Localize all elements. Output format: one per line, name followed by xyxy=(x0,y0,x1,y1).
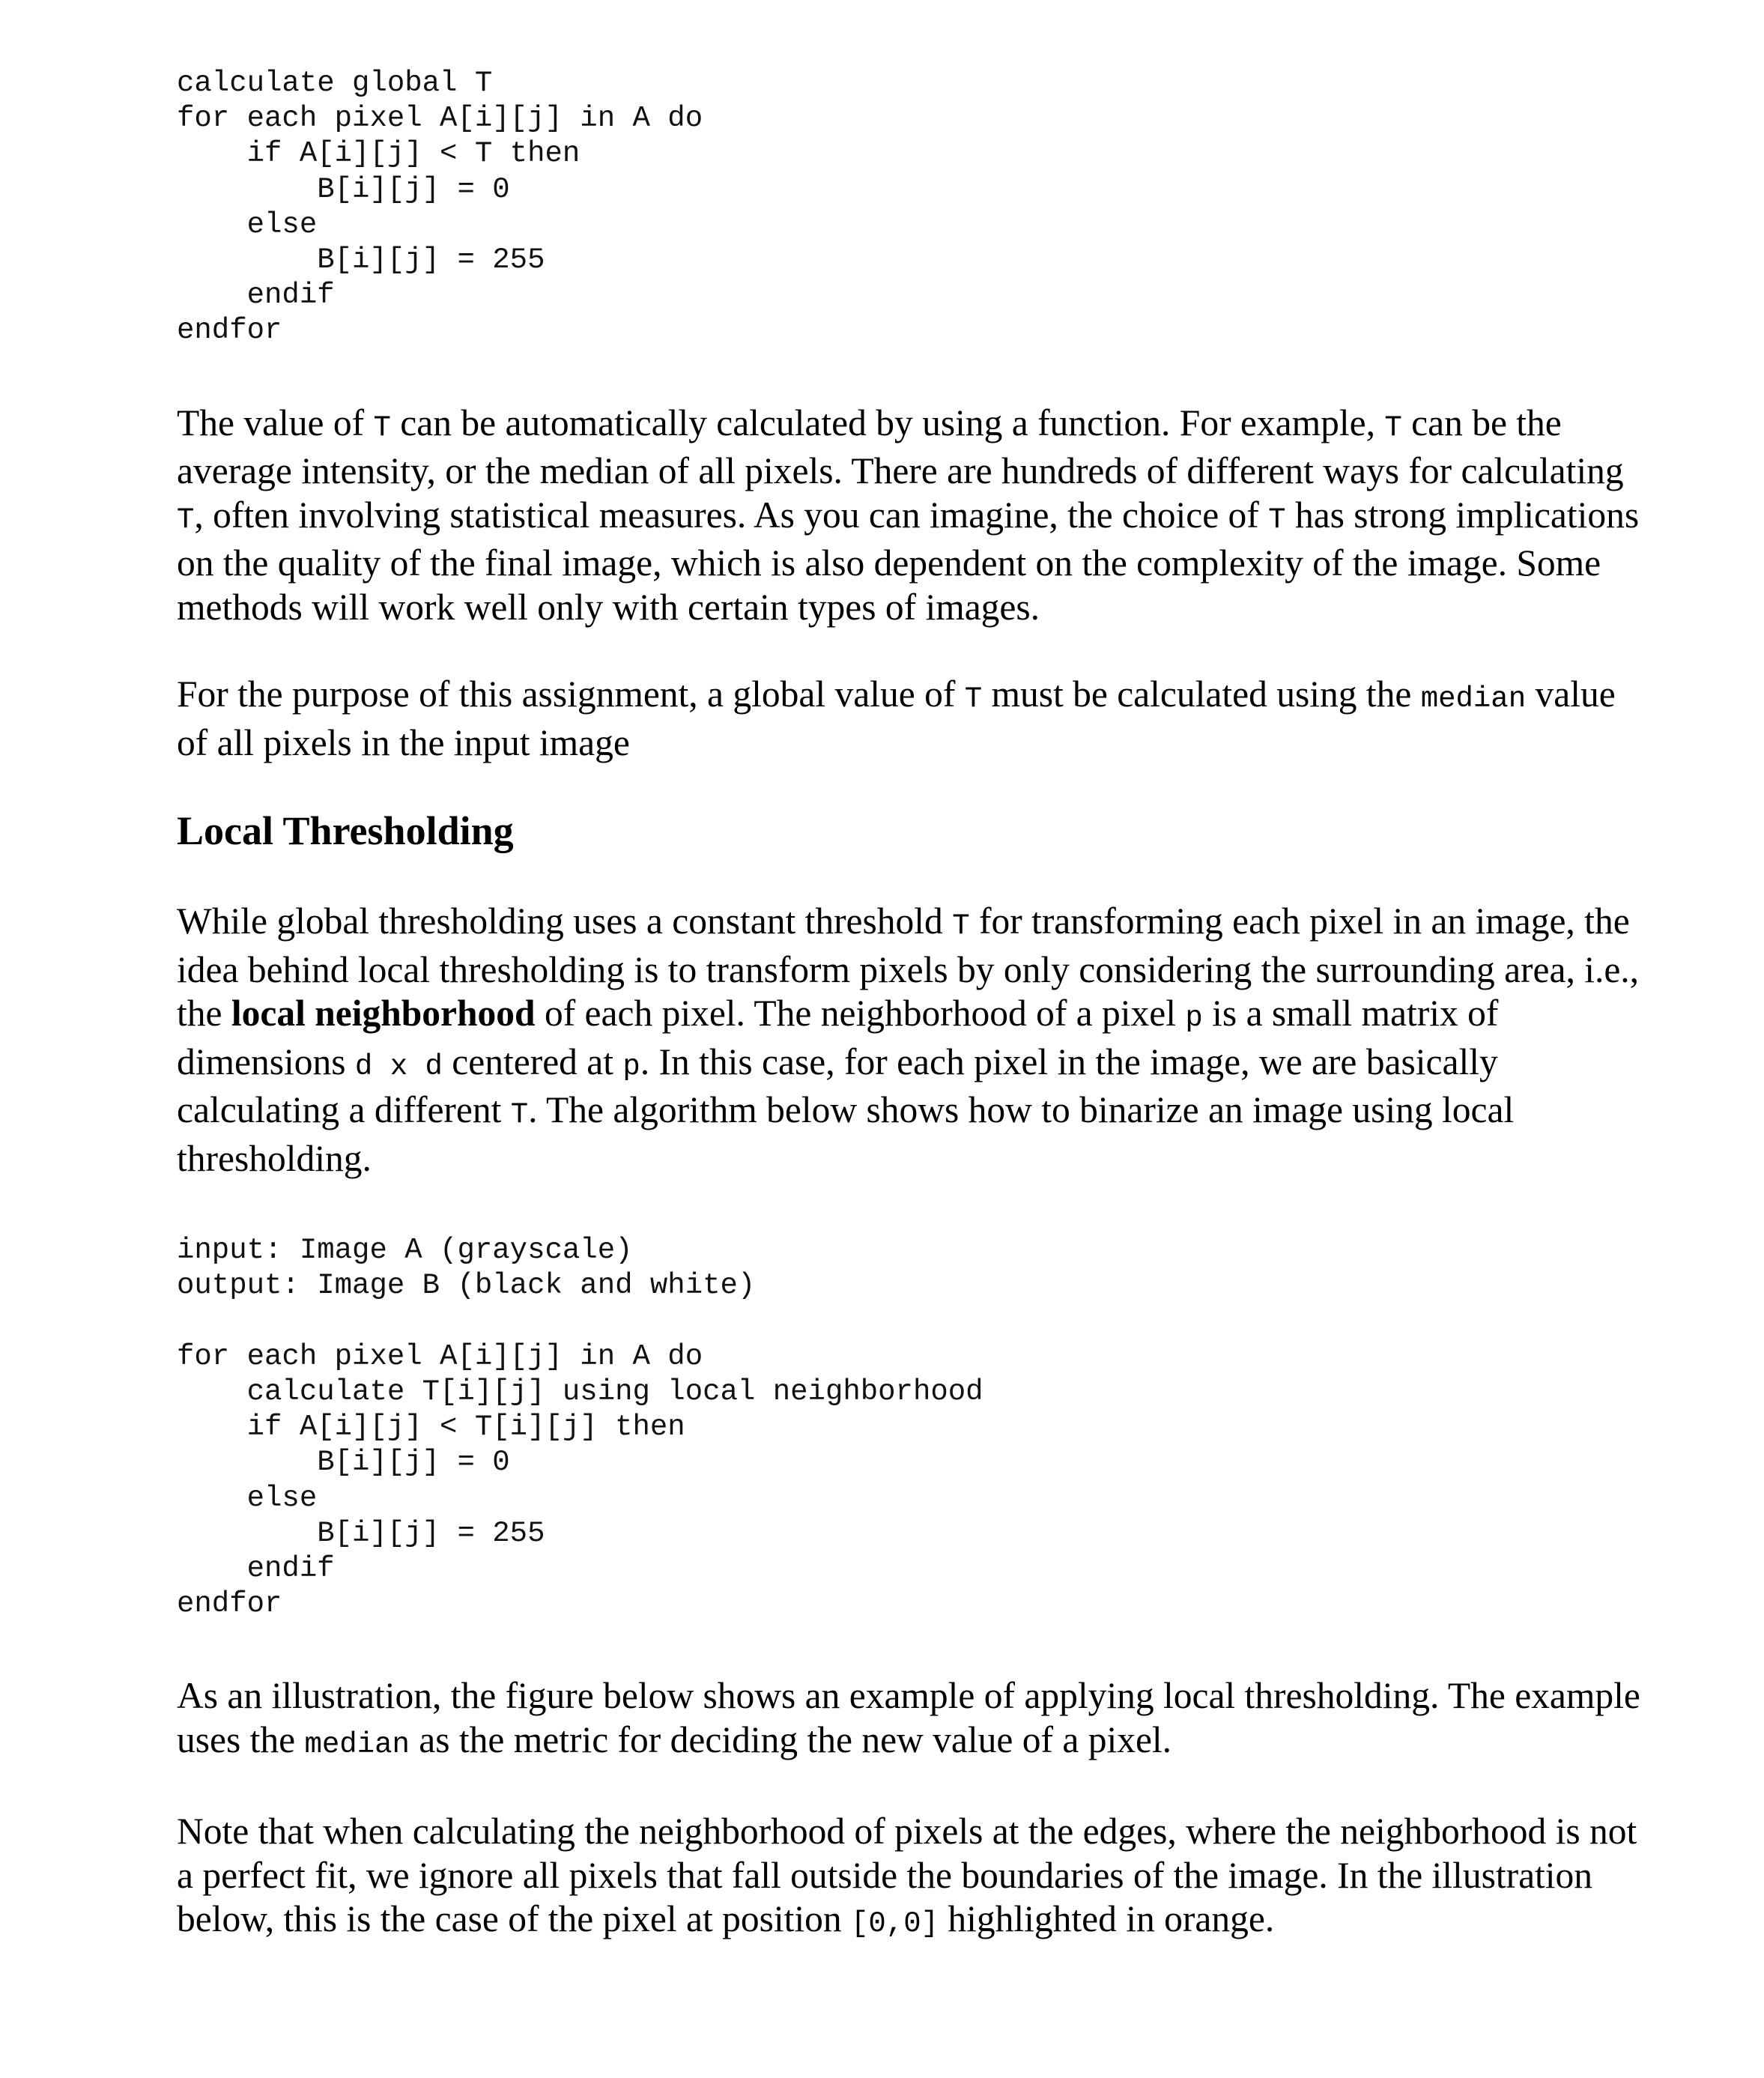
code-line: else xyxy=(177,1481,318,1515)
inline-code: T xyxy=(952,909,970,943)
code-line: if A[i][j] < T[i][j] then xyxy=(177,1411,685,1444)
code-block-local-threshold xyxy=(177,1233,1645,1622)
inline-code: T xyxy=(373,411,391,444)
code-line: endif xyxy=(177,279,335,312)
code-line: B[i][j] = 255 xyxy=(177,1516,545,1550)
inline-code: T xyxy=(1268,503,1286,536)
code-line: for each pixel A[i][j] in A do xyxy=(177,102,703,136)
inline-code: T xyxy=(510,1098,529,1132)
section-heading: Local Thresholding xyxy=(177,808,514,854)
inline-code: T xyxy=(177,503,195,536)
code-line: endfor xyxy=(177,314,282,348)
paragraph-threshold-calculation: The value of T can be automatically calculated by using a function. For example, T can be the average intensity, or the median of all pixels. There are hundreds of different ways for calculating T, often involving statistical measures. As you can imagine, the choice of T has strong implications on the quality of the final image, which is also dependent on the complexity of the image. Some methods will work well only with certain types of images. xyxy=(177,402,1640,628)
inline-code: p xyxy=(1185,1002,1203,1035)
code-line: output: Image B (black and white) xyxy=(177,1269,756,1303)
code-line: input: Image A (grayscale) xyxy=(177,1234,633,1267)
code-line: endfor xyxy=(177,1587,282,1621)
code-line: B[i][j] = 0 xyxy=(177,1446,510,1479)
code-line: endif xyxy=(177,1551,335,1585)
code-line: else xyxy=(177,208,318,241)
code-line: B[i][j] = 0 xyxy=(177,172,510,206)
inline-code: p xyxy=(622,1049,640,1083)
paragraph-illustration: As an illustration, the figure below shows an example of applying local thresholding. The example uses the median as the metric for deciding the new value of a pixel. xyxy=(177,1675,1640,1761)
paragraph-assignment-median: For the purpose of this assignment, a global value of T must be calculated using the median value of all pixels in the input image xyxy=(177,673,1616,763)
inline-code: median xyxy=(1420,682,1527,716)
code-line: B[i][j] = 255 xyxy=(177,243,545,277)
bold-term: local neighborhood xyxy=(231,993,536,1035)
code-line: for each pixel A[i][j] in A do xyxy=(177,1339,703,1373)
code-block-global-threshold xyxy=(177,66,1645,349)
paragraph-local-thresholding: While global thresholding uses a constant threshold T for transforming each pixel in an image, the idea behind local thresholding is to transform pixels by only considering the surrounding area, i.e., the local neighborhood of each pixel. The neighborhood of a pixel p is a small matrix of dimensions d x d centered at p. In this case, for each pixel in the image, we are basically calculating a different T. The algorithm below shows how to binarize an image using local thresholding. xyxy=(177,900,1640,1179)
inline-code: d x d xyxy=(354,1049,443,1083)
document-page xyxy=(177,66,1645,1946)
inline-code: T xyxy=(964,682,983,716)
inline-code: [0,0] xyxy=(851,1907,939,1941)
inline-code: median xyxy=(304,1727,410,1761)
code-line: if A[i][j] < T then xyxy=(177,137,581,171)
paragraph-edge-note: Note that when calculating the neighborhood of pixels at the edges, where the neighborhood is not a perfect fit, we ignore all pixels that fall outside the boundaries of the image. In the illustration below, this is the case of the pixel at position [0,0] highlighted in orange. xyxy=(177,1811,1637,1941)
code-line: calculate T[i][j] using local neighborhood xyxy=(177,1375,983,1408)
code-line: calculate global T xyxy=(177,67,493,100)
inline-code: T xyxy=(1384,411,1402,444)
